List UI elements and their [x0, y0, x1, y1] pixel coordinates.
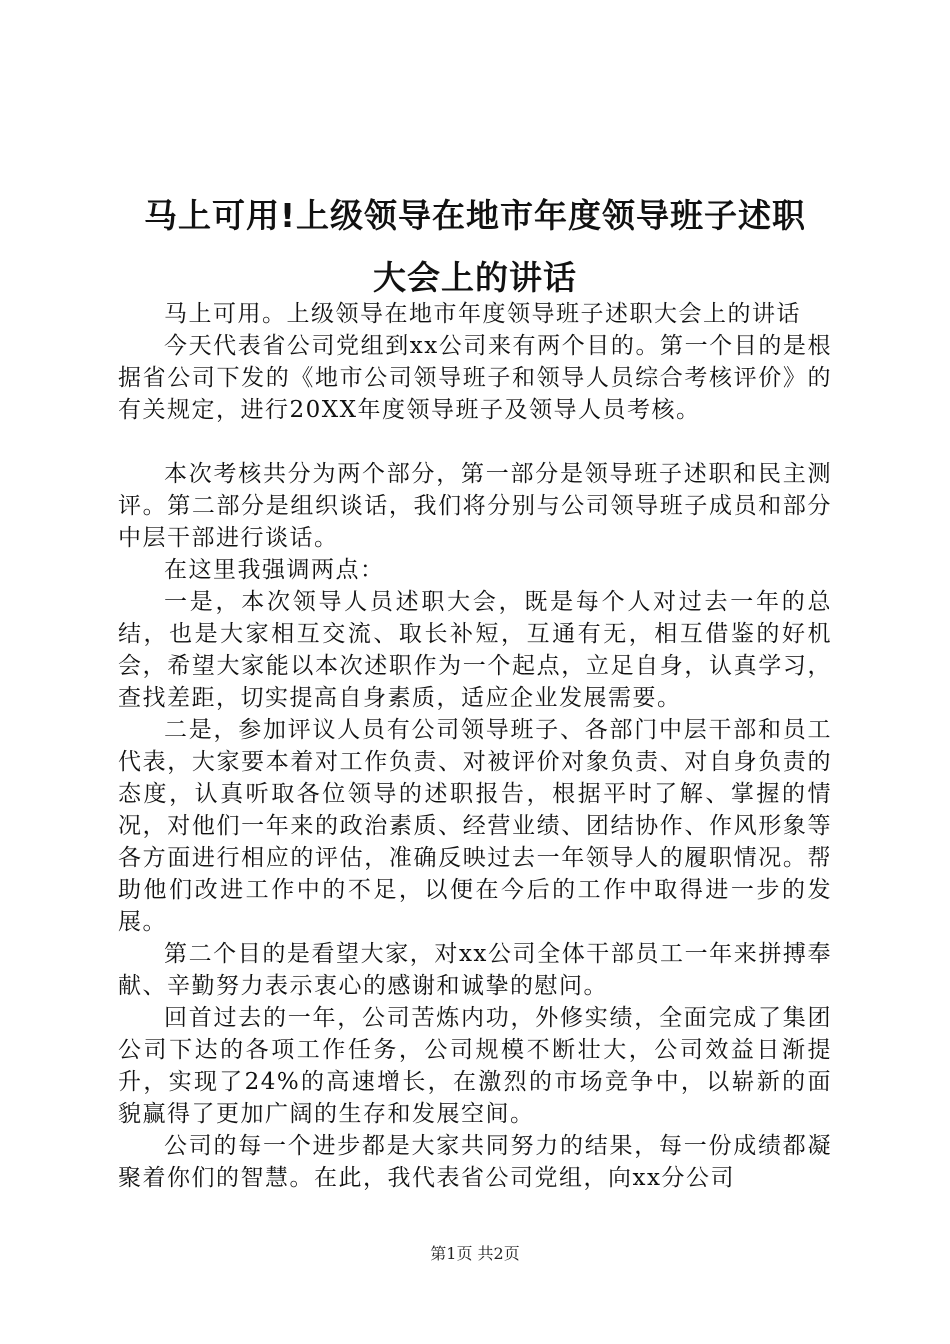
paragraph-thanks: 公司的每一个进步都是大家共同努力的结果，每一份成绩都凝聚着你们的智慧。在此，我代表省公司党组，向xx分公司 [118, 1133, 832, 1191]
title-line-2: 大会上的讲话 [373, 258, 577, 297]
paragraph-point-two: 二是，参加评议人员有公司领导班子、各部门中层干部和员工代表，大家要本着对工作负责、对被评价对象负责、对自身负责的态度，认真听取各位领导的述职报告，根据平时了解、掌握的情况，对他们一年来的政治素质、经营业绩、团结协作、作风形象等各方面进行相应的评估，准确反映过去一年领导人的履职情况。帮助他们改进工作中的不足，以便在今后的工作中取得进一步的发展。 [118, 717, 832, 935]
paragraph-assessment-parts: 本次考核共分为两个部分，第一部分是领导班子述职和民主测评。第二部分是组织谈话，我们将分别与公司领导班子成员和部分中层干部进行谈话。 [118, 461, 832, 551]
title-line-1: 马上可用!上级领导在地市年度领导班子述职 [143, 196, 807, 235]
paragraph-purpose-one: 今天代表省公司党组到xx公司来有两个目的。第一个目的是根据省公司下发的《地市公司领导班子和领导人员综合考核评价》的有关规定，进行20XX年度领导班子及领导人员考核。 [118, 333, 832, 423]
document-title [118, 186, 832, 308]
document-body [118, 298, 832, 1194]
paragraph-subtitle: 马上可用。上级领导在地市年度领导班子述职大会上的讲话 [164, 301, 801, 327]
paragraph-two-points: 在这里我强调两点： [164, 557, 385, 583]
paragraph-review: 回首过去的一年，公司苦炼内功，外修实绩，全面完成了集团公司下达的各项工作任务，公司规模不断壮大，公司效益日渐提升，实现了24%的高速增长，在激烈的市场竞争中，以崭新的面貌赢得了更加广阔的生存和发展空间。 [118, 1005, 832, 1127]
page-number: 第1页 共2页 [430, 1244, 520, 1263]
paragraph-purpose-two: 第二个目的是看望大家，对xx公司全体干部员工一年来拼搏奉献、辛勤努力表示衷心的感谢和诚挚的慰问。 [118, 941, 832, 999]
paragraph-point-one: 一是，本次领导人员述职大会，既是每个人对过去一年的总结，也是大家相互交流、取长补短，互通有无，相互借鉴的好机会，希望大家能以本次述职作为一个起点，立足自身，认真学习，查找差距，切实提高自身素质，适应企业发展需要。 [118, 589, 832, 711]
